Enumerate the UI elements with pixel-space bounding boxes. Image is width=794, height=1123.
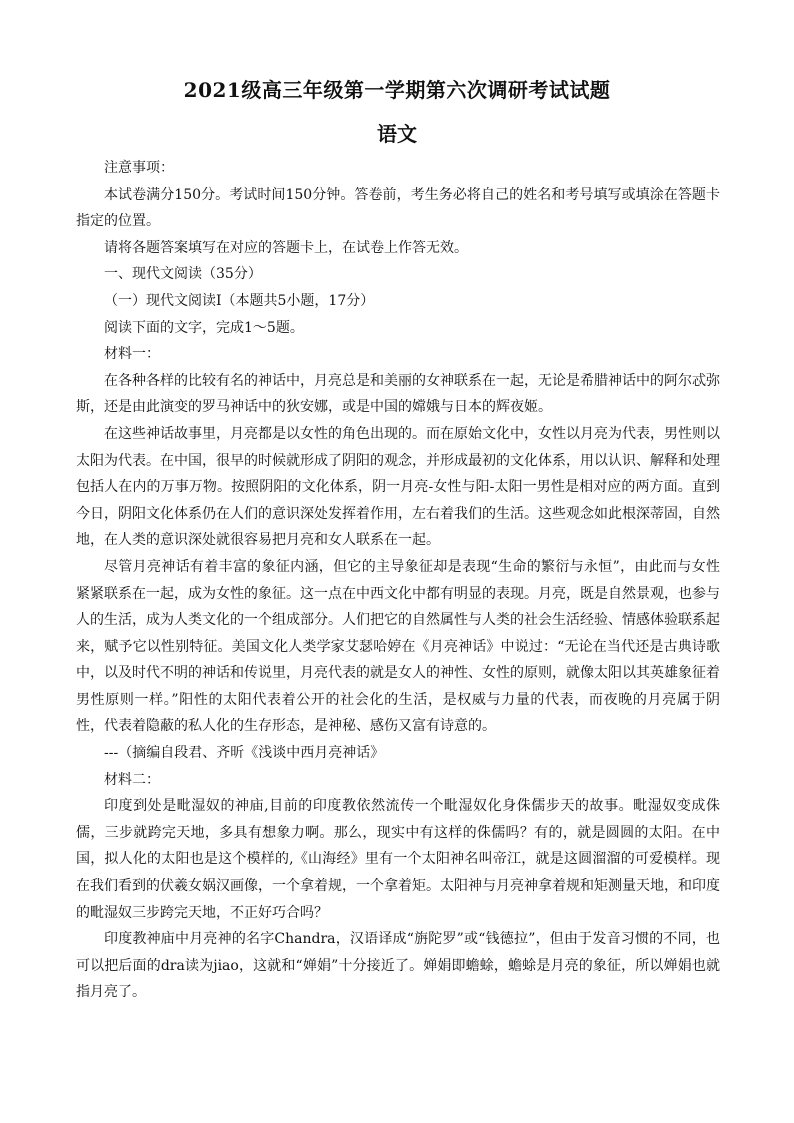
exam-body [76,155,720,1006]
material-1-paragraph: 在这些神话故事里，月亮都是以女性的角色出现的。而在原始文化中，女性以月亮为代表，男性则以太阳为代表。在中国，很早的时候就形成了阴阳的观念，并形成最初的文化体系，用以认识、解释和处理包括人在内的万事万物。按照阴阳的文化体系，阴一月亮-女性与阳-太阳一男性是相对应的两方面。直到今日，阴阳文化体系仍在人们的意识深处发挥着作用，左右着我们的生活。这些观念如此根深蒂固，自然地，在人类的意识深处就很容易把月亮和女人联系在一起。 [76,425,720,549]
subject-title: 语文 [377,122,417,146]
section-heading: 一、现代文阅读（35分） [104,266,262,283]
subsection-heading: （一）现代文阅读Ⅰ（本题共5小题，17分） [104,292,375,309]
notice-item-1: 本试卷满分150分。考试时间150分钟。答卷前，考生务必将自己的姓名和考号填写或填涂在答题卡指定的位置。 [76,186,720,230]
material-2-paragraph: 印度到处是毗湿奴的神庙,目前的印度教依然流传一个毗湿奴化身侏儒步天的故事。毗湿奴变成侏儒，三步就跨完天地，多具有想象力啊。那么，现实中有这样的侏儒吗？有的，就是圆圆的太阳。在中国，拟人化的太阳也是这个模样的,《山海经》里有一个太阳神名叫帝江，就是这圆溜溜的可爱模样。现在我们看到的伏羲女娲汉画像，一个拿着规，一个拿着矩。太阳神与月亮神拿着规和矩测量天地，和印度的毗湿奴三步跨完天地，不正好巧合吗？ [76,798,720,921]
reading-instruction: 阅读下面的文字，完成1～5题。 [104,319,304,336]
notice-item-2: 请将各题答案填写在对应的答题卡上，在试卷上作答无效。 [104,239,468,256]
material-1-source: ---（摘编自段君、齐昕《浅谈中西月亮神话》 [104,745,385,762]
material-1-paragraph: 在各种各样的比较有名的神话中，月亮总是和美丽的女神联系在一起，无论是希腊神话中的阿尔忒弥斯，还是由此演变的罗马神话中的狄安娜，或是中国的嫦娥与日本的辉夜姬。 [76,372,720,416]
material-2-label: 材料二： [104,771,160,788]
notice-heading: 注意事项： [104,160,174,176]
material-1-paragraph: 尽管月亮神话有着丰富的象征内涵，但它的主导象征却是表现“生命的繁衍与永恒”，由此而与女性紧紧联系在一起，成为女性的象征。这一点在中西文化中都有明显的表现。月亮，既是自然景观，也参与人的生活，成为人类文化的一个组成部分。人们把它的自然属性与人类的社会生活经验、情感体验联系起来，赋予它以性别特征。美国文化人类学家艾瑟哈婷在《月亮神话》中说过：“无论在当代还是古典诗歌中，以及时代不明的神话和传说里，月亮代表的就是女人的神性、女性的原则，就像太阳以其英雄象征着男性原则一样。”阳性的太阳代表着公开的社会化的生活，是权威与力量的代表，而夜晚的月亮属于阴性，代表着隐蔽的私人化的生存形态，是神秘、感伤又富有诗意的。 [76,558,720,735]
material-2-paragraph: 印度教神庙中月亮神的名字Chandra，汉语译成“旃陀罗”或“钱德拉”，但由于发音习惯的不同，也可以把后面的dra读为jiao，这就和“婵娟”十分接近了。婵娟即蟾蜍，蟾蜍是月亮的象征，所以婵娟也就指月亮了。 [76,931,720,1001]
exam-title: 2021级高三年级第一学期第六次调研考试试题 [183,78,611,102]
material-1-label: 材料一： [104,346,160,363]
